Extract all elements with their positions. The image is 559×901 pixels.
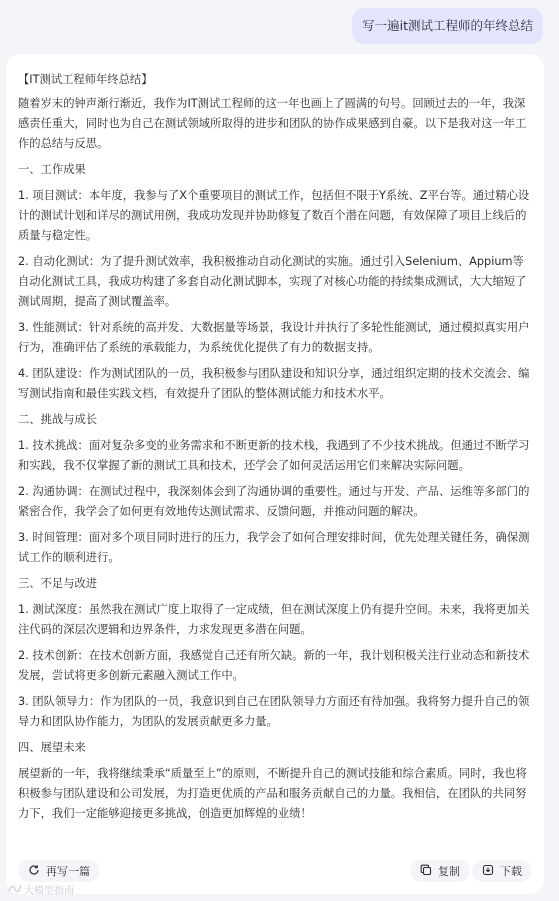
intro-paragraph: 随着岁末的钟声渐行渐近，我作为IT测试工程师的这一年也画上了圆满的句号。回顾过去的一年，我深感责任重大，同时也为自己在测试领域所取得的进步和团队的协作成果感到自豪。以下是我对这一年工作的总结与反思。 [18, 97, 527, 150]
answer-paragraph: 1. 技术挑战：面对复杂多变的业务需求和不断更新的技术栈，我遇到了不少技术挑战。但通过不断学习和实践，我不仅掌握了新的测试工具和技术，还学会了如何灵活运用它们来解决实际问题。 [18, 439, 530, 472]
rewrite-button[interactable] [18, 860, 100, 882]
answer-paragraph: 3. 性能测试：针对系统的高并发、大数据量等场景，我设计并执行了多轮性能测试，通过模拟真实用户行为，准确评估了系统的承载能力，为系统优化提供了有力的数据支持。 [18, 321, 530, 354]
copy-label: 复制 [438, 865, 460, 878]
answer-paragraph: 1. 项目测试：本年度，我参与了X个重要项目的测试工作，包括但不限于Y系统、Z平台等。通过精心设计的测试计划和详尽的测试用例，我成功发现并协助修复了数百个潜在问题，有效保障了项目上线后的质量与稳定性。 [18, 189, 530, 242]
section-heading-achievements: 一、工作成果 [18, 163, 86, 176]
answer-paragraph: 3. 团队领导力：作为团队的一员，我意识到自己在团队领导力方面还有待加强。我将努力提升自己的领导力和团队协作能力，为团队的发展贡献更多力量。 [18, 695, 530, 728]
download-label: 下载 [500, 865, 522, 878]
section-heading-improvements: 三、不足与改进 [18, 577, 98, 590]
download-button[interactable] [472, 860, 532, 882]
answer-paragraph: 1. 测试深度：虽然我在测试广度上取得了一定成绩，但在测试深度上仍有提升空间。未来，我将更加关注代码的深层次逻辑和边界条件，力求发现更多潜在问题。 [18, 603, 530, 636]
answer-paragraph: 2. 自动化测试：为了提升测试效率，我积极推动自动化测试的实施。通过引入Selenium、Appium等自动化测试工具，我成功构建了多套自动化测试脚本，实现了对核心功能的持续集成测试，大大缩短了测试周期，提高了测试覆盖率。 [18, 255, 527, 308]
copy-icon [420, 864, 432, 879]
download-icon [482, 864, 494, 879]
copy-button[interactable] [410, 860, 470, 882]
section-heading-challenges: 二、挑战与成长 [18, 413, 98, 426]
answer-paragraph: 展望新的一年，我将继续秉承“质量至上”的原则，不断提升自己的测试技能和综合素质。同时，我也将积极参与团队建设和公司发展，为打造更优质的产品和服务贡献自己的力量。我相信，在团队的共同努力下，我们一定能够迎接更多挑战，创造更加辉煌的业绩！ [18, 767, 527, 820]
refresh-icon [28, 864, 40, 879]
watermark-logo-icon [8, 883, 22, 896]
section-heading-outlook: 四、展望未来 [18, 741, 86, 754]
answer-paragraph: 2. 技术创新：在技术创新方面，我感觉自己还有所欠缺。新的一年，我计划积极关注行业动态和新技术发展，尝试将更多创新元素融入测试工作中。 [18, 649, 530, 682]
answer-title: 【IT测试工程师年终总结】 [18, 73, 153, 86]
answer-paragraph: 3. 时间管理：面对多个项目同时进行的压力，我学会了如何合理安排时间，优先处理关键任务，确保测试工作的顺利进行。 [18, 531, 530, 564]
answer-paragraph: 2. 沟通协调：在测试过程中，我深刻体会到了沟通协调的重要性。通过与开发、产品、运维等多部门的紧密合作，我学会了如何更有效地传达测试需求、反馈问题，并推动问题的解决。 [18, 485, 530, 518]
rewrite-label: 再写一篇 [46, 865, 90, 878]
answer-actions [18, 860, 532, 882]
user-message-bubble [352, 8, 543, 44]
answer-paragraph: 4. 团队建设：作为测试团队的一员，我积极参与团队建设和知识分享，通过组织定期的技术交流会、编写测试指南和最佳实践文档，有效提升了团队的整体测试能力和技术水平。 [18, 367, 530, 400]
answer-card [6, 54, 544, 894]
answer-body [18, 70, 532, 824]
user-message-text: 写一遍it测试工程师的年终总结 [362, 18, 533, 33]
watermark [8, 882, 74, 897]
watermark-text: 大模型指南 [24, 886, 74, 897]
